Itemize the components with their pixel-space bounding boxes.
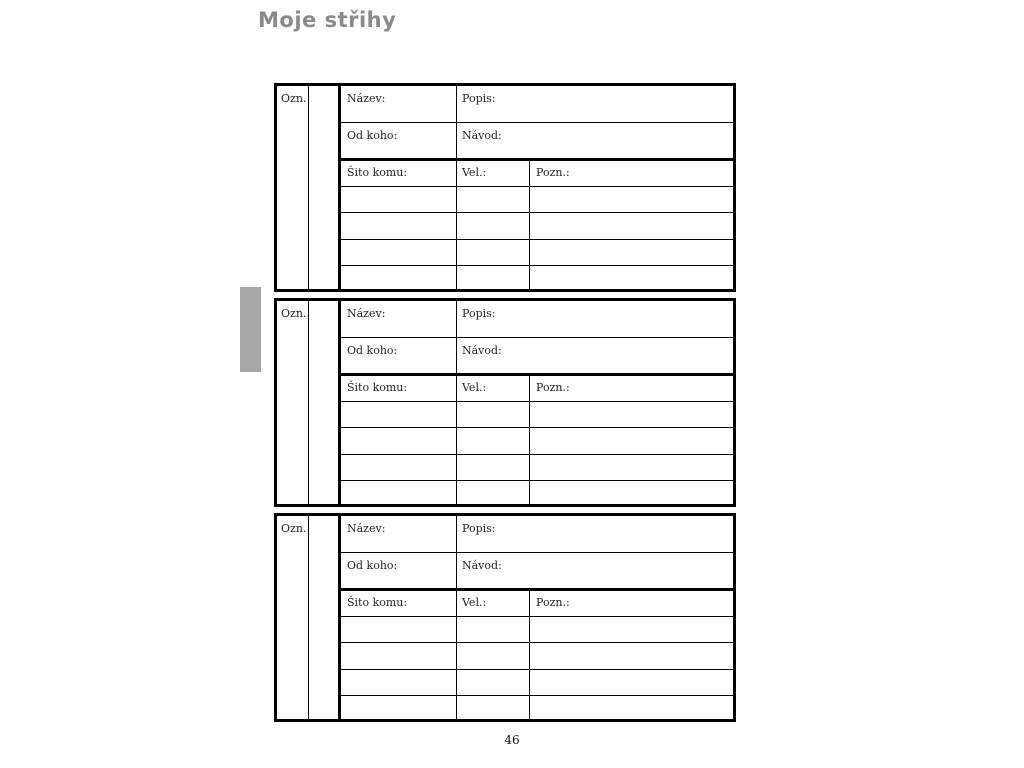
ozn-column xyxy=(277,86,309,289)
pozn-label: Pozn.: xyxy=(536,596,570,609)
column-divider xyxy=(529,376,530,504)
popis-label: Popis: xyxy=(462,522,496,535)
divider xyxy=(341,122,733,123)
blank-column xyxy=(309,516,341,719)
column-divider xyxy=(456,161,457,289)
ozn-column xyxy=(277,516,309,719)
blank-column xyxy=(309,301,341,504)
table-row-line xyxy=(341,454,733,455)
popis-label: Popis: xyxy=(462,307,496,320)
nazev-label: Název: xyxy=(347,307,386,320)
od-koho-label: Od koho: xyxy=(347,129,398,142)
vel-label: Vel.: xyxy=(462,381,487,394)
nazev-label: Název: xyxy=(347,92,386,105)
page-title: Moje střihy xyxy=(258,8,397,32)
table-row-line xyxy=(341,480,733,481)
pattern-record-card xyxy=(274,513,736,722)
navod-label: Návod: xyxy=(462,344,502,357)
navod-label: Návod: xyxy=(462,559,502,572)
nazev-label: Název: xyxy=(347,522,386,535)
pozn-label: Pozn.: xyxy=(536,381,570,394)
table-row-line xyxy=(341,212,733,213)
side-tab xyxy=(240,287,261,372)
sito-komu-label: Šito komu: xyxy=(347,381,408,394)
column-divider xyxy=(456,591,457,719)
vel-label: Vel.: xyxy=(462,166,487,179)
table-row-line xyxy=(341,186,733,187)
table-row-line xyxy=(341,616,733,617)
pozn-label: Pozn.: xyxy=(536,166,570,179)
ozn-column xyxy=(277,301,309,504)
od-koho-label: Od koho: xyxy=(347,344,398,357)
popis-label: Popis: xyxy=(462,92,496,105)
sito-komu-label: Šito komu: xyxy=(347,166,408,179)
pattern-record-card xyxy=(274,83,736,292)
divider xyxy=(341,337,733,338)
navod-label: Návod: xyxy=(462,129,502,142)
pattern-record-card xyxy=(274,298,736,507)
column-divider xyxy=(456,376,457,504)
column-divider xyxy=(456,301,457,373)
page-number: 46 xyxy=(504,733,520,747)
blank-column xyxy=(309,86,341,289)
table-row-line xyxy=(341,401,733,402)
table-row-line xyxy=(341,669,733,670)
table-row-line xyxy=(341,642,733,643)
ozn-label: Ozn. xyxy=(281,307,307,320)
column-divider xyxy=(456,516,457,588)
column-divider xyxy=(456,86,457,158)
ozn-label: Ozn. xyxy=(281,522,307,535)
section-divider xyxy=(341,158,733,161)
table-row-line xyxy=(341,427,733,428)
table-row-line xyxy=(341,239,733,240)
column-divider xyxy=(529,591,530,719)
column-divider xyxy=(529,161,530,289)
table-row-line xyxy=(341,265,733,266)
ozn-label: Ozn. xyxy=(281,92,307,105)
table-row-line xyxy=(341,695,733,696)
divider xyxy=(341,552,733,553)
sito-komu-label: Šito komu: xyxy=(347,596,408,609)
section-divider xyxy=(341,588,733,591)
section-divider xyxy=(341,373,733,376)
vel-label: Vel.: xyxy=(462,596,487,609)
od-koho-label: Od koho: xyxy=(347,559,398,572)
